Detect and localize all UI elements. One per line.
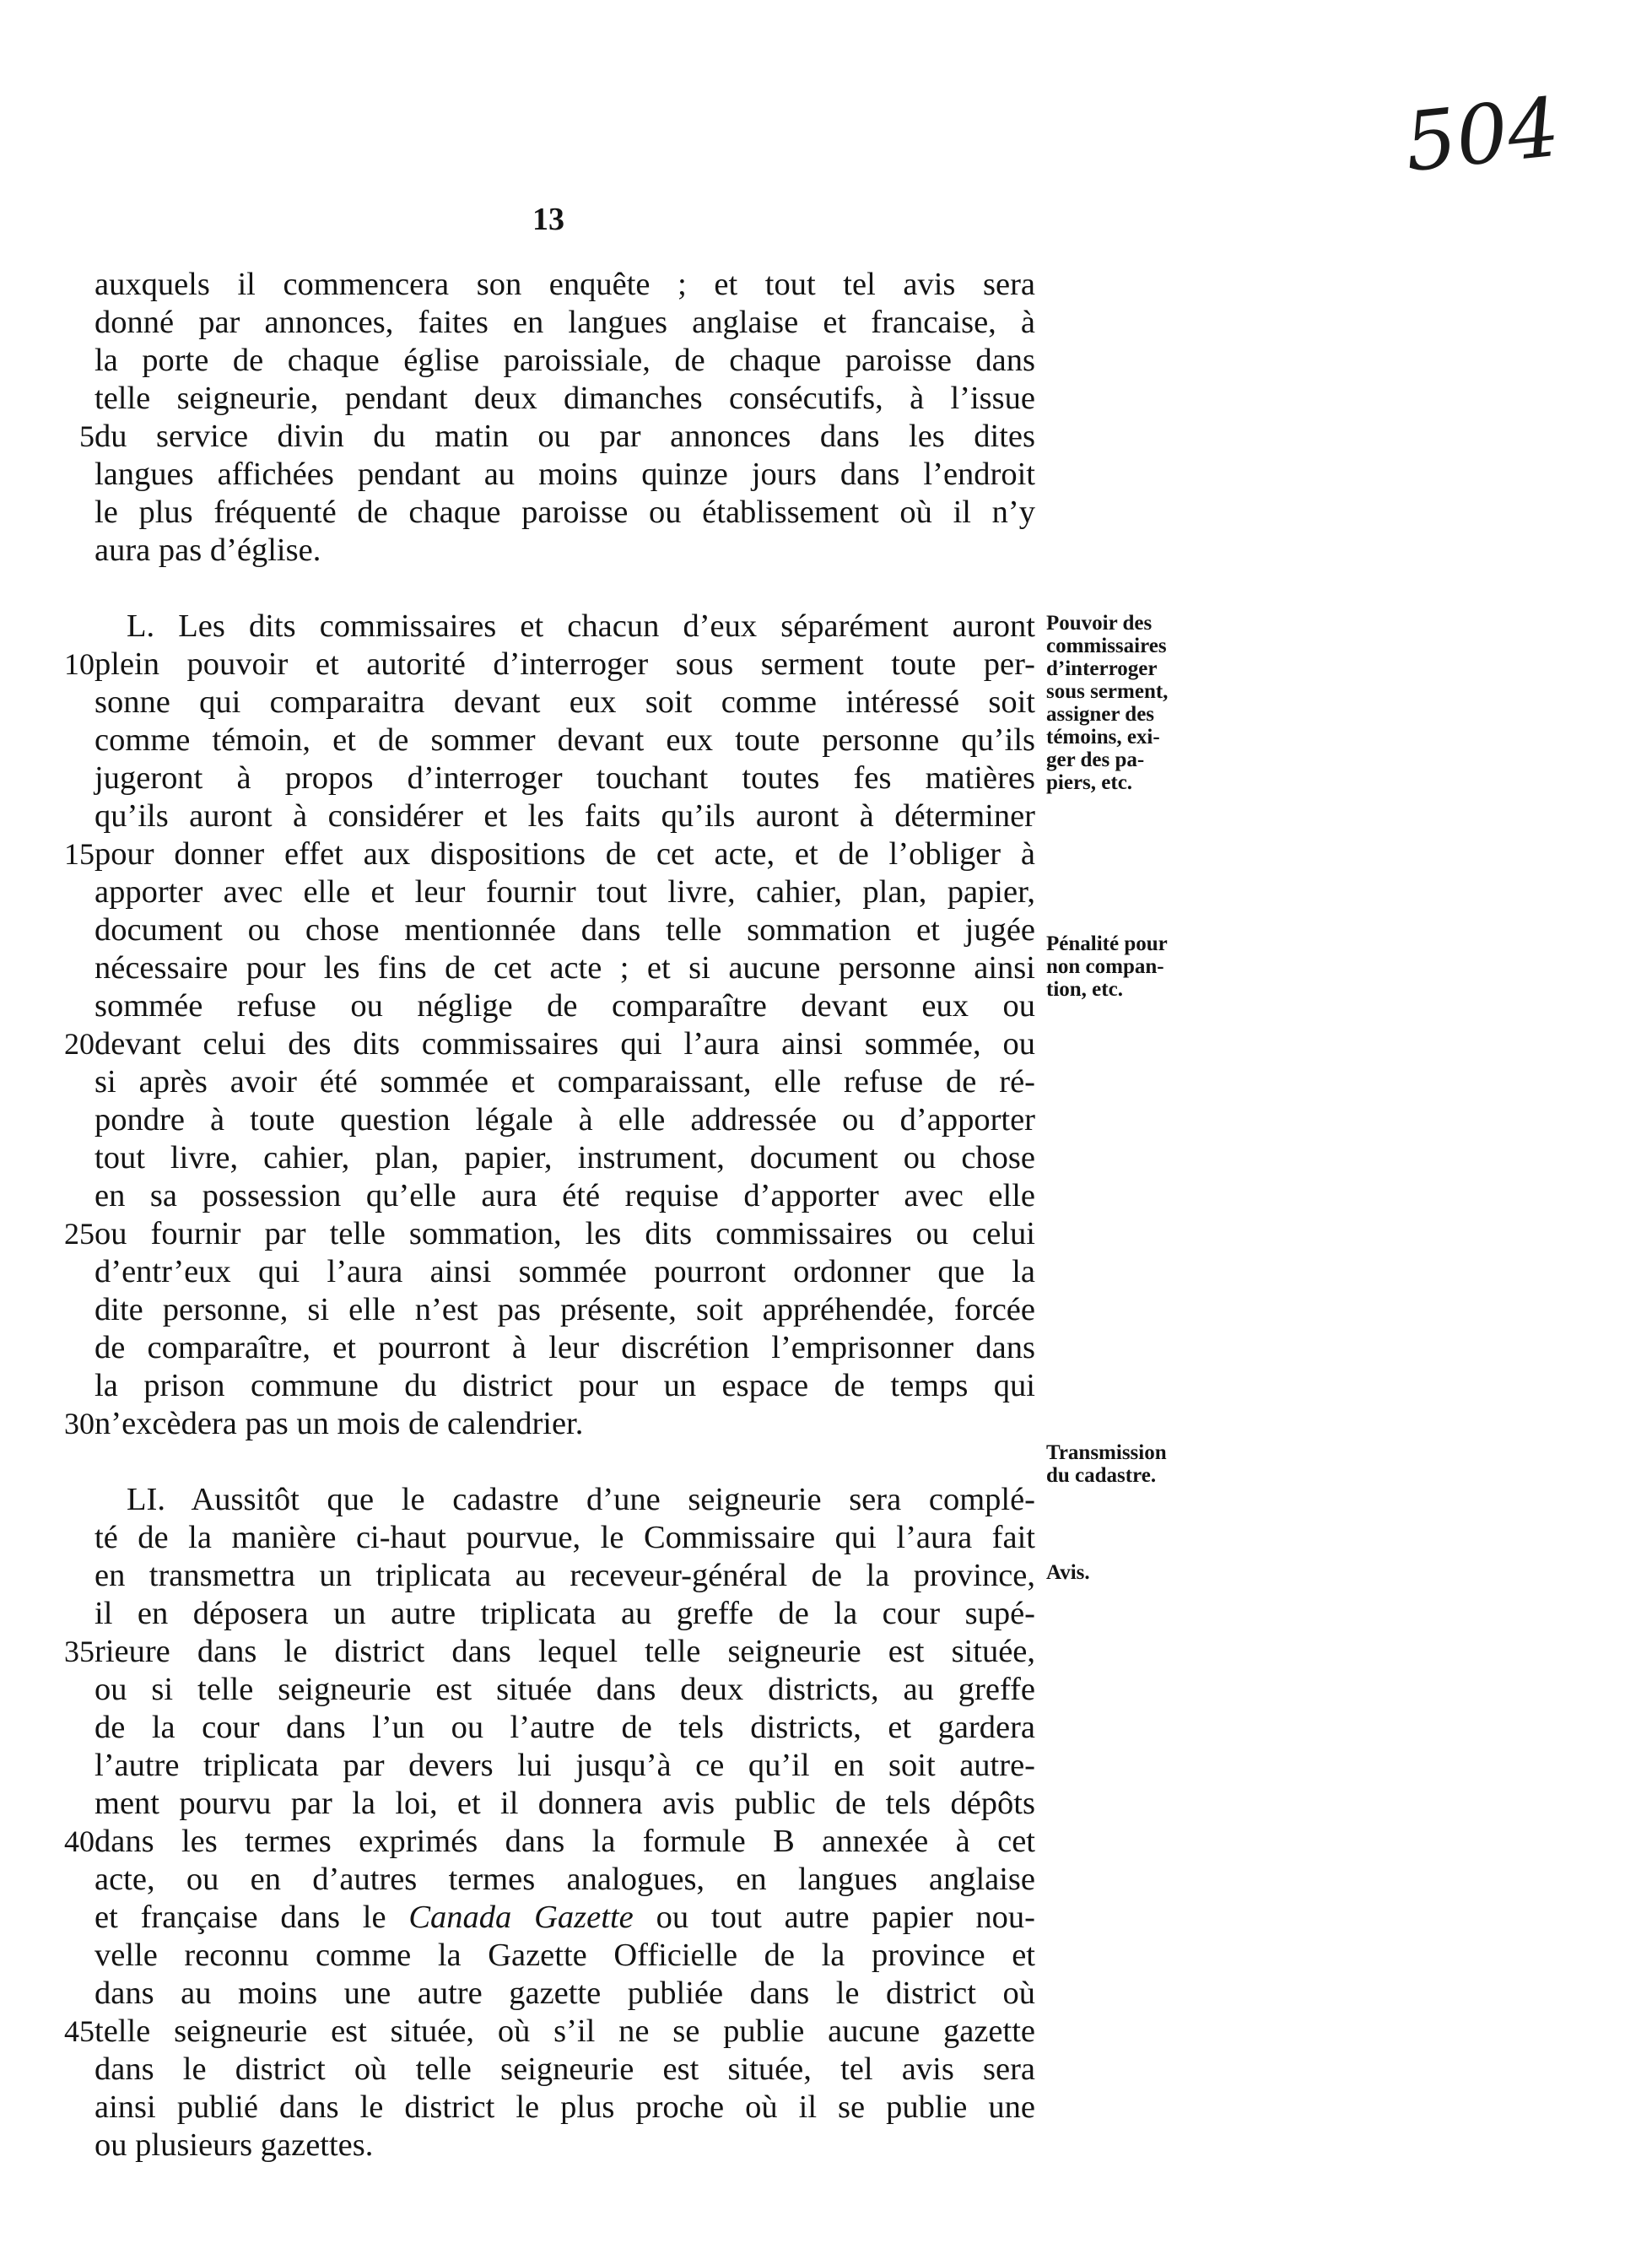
text-line: la prison commune du district pour un espace de temps qui — [94, 1368, 1035, 1403]
text-line: rieure dans le district dans lequel telle seigneurie est située, — [94, 1634, 1035, 1669]
text-line: ou si telle seigneurie est située dans deux districts, au greffe — [94, 1672, 1035, 1707]
text-line: nécessaire pour les fins de cet acte ; et si aucune personne ainsi — [94, 950, 1035, 986]
text-line: n’excèdera pas un mois de calendrier. — [94, 1406, 584, 1441]
text-line: et française dans le Canada Gazette ou tout autre papier nou- — [94, 1900, 1035, 1935]
text-line: acte, ou en d’autres termes analogues, en langues anglaise — [94, 1862, 1035, 1897]
text-line: de la cour dans l’un ou l’autre de tels districts, et gardera — [94, 1710, 1035, 1745]
text-line: il en déposera un autre triplicata au greffe de la cour supé- — [94, 1596, 1035, 1631]
folio-handwritten: 504 — [1400, 79, 1564, 191]
page-number: 13 — [532, 202, 564, 237]
margin-note: Transmission du cadastre. — [1046, 1441, 1167, 1487]
text-line: apporter avec elle et leur fournir tout livre, cahier, plan, papier, — [94, 874, 1035, 910]
text-line: sonne qui comparaitra devant eux soit comme intéressé soit — [94, 684, 1035, 720]
line-number: 20 — [64, 1027, 94, 1061]
text-line: ou fournir par telle sommation, les dits commissaires ou celui — [94, 1216, 1035, 1251]
text-line: donné par annonces, faites en langues anglaise et francaise, à — [94, 305, 1035, 340]
text-line: dite personne, si elle n’est pas présente, soit appréhendée, forcée — [94, 1292, 1035, 1327]
text-line: auxquels il commencera son enquête ; et tout tel avis sera — [94, 267, 1035, 302]
margin-note: Pénalité pour non compan- tion, etc. — [1046, 932, 1168, 1001]
text-line: dans les termes exprimés dans la formule B annexée à cet — [94, 1824, 1035, 1859]
margin-note: Avis. — [1046, 1561, 1090, 1584]
text-line: té de la manière ci-haut pourvue, le Commissaire qui l’aura fait — [94, 1520, 1035, 1555]
text-line: si après avoir été sommée et comparaissant, elle refuse de ré- — [94, 1064, 1035, 1100]
text-line: LI. Aussitôt que le cadastre d’une seigneurie sera complé- — [127, 1482, 1035, 1517]
text-line: telle seigneurie est située, où s’il ne se publie aucune gazette — [94, 2013, 1035, 2049]
text-line: aura pas d’église. — [94, 532, 321, 568]
text-line: telle seigneurie, pendant deux dimanches consécutifs, à l’issue — [94, 381, 1035, 416]
text-line: pondre à toute question légale à elle addressée ou d’apporter — [94, 1102, 1035, 1138]
text-line: de comparaître, et pourront à leur discrétion l’emprisonner dans — [94, 1330, 1035, 1365]
text-line: ment pourvu par la loi, et il donnera avis public de tels dépôts — [94, 1786, 1035, 1821]
text-line: plein pouvoir et autorité d’interroger sous serment toute per- — [94, 646, 1035, 682]
text-line: en sa possession qu’elle aura été requise d’apporter avec elle — [94, 1178, 1035, 1213]
text-line: la porte de chaque église paroissiale, de chaque paroisse dans — [94, 343, 1035, 378]
line-number: 10 — [64, 647, 94, 681]
text-line: sommée refuse ou néglige de comparaître devant eux ou — [94, 988, 1035, 1024]
text-line: ou plusieurs gazettes. — [94, 2127, 374, 2163]
line-number: 5 — [79, 419, 94, 453]
text-line: jugeront à propos d’interroger touchant toutes fes matières — [94, 760, 1035, 796]
text-line: tout livre, cahier, plan, papier, instrument, document ou chose — [94, 1140, 1035, 1176]
text-line: qu’ils auront à considérer et les faits qu’ils auront à déterminer — [94, 798, 1035, 834]
italic-title: Canada Gazette — [408, 1900, 634, 1935]
text-line: comme témoin, et de sommer devant eux toute personne qu’ils — [94, 722, 1035, 758]
text-line: ainsi publié dans le district le plus proche où il se publie une — [94, 2089, 1035, 2125]
text-line: pour donner effet aux dispositions de cet acte, et de l’obliger à — [94, 836, 1035, 872]
line-number: 40 — [64, 1824, 94, 1858]
text-line: en transmettra un triplicata au receveur-général de la province, — [94, 1558, 1035, 1593]
margin-note: Pouvoir des commissaires d’interroger sous serment, assigner des témoins, exi- ger des pa- piers, etc. — [1046, 612, 1169, 794]
text-line: devant celui des dits commissaires qui l’aura ainsi sommée, ou — [94, 1026, 1035, 1062]
text-line: velle reconnu comme la Gazette Officielle de la province et — [94, 1938, 1035, 1973]
line-number: 30 — [64, 1407, 94, 1440]
text-line: dans au moins une autre gazette publiée dans le district où — [94, 1975, 1035, 2011]
text-line: langues affichées pendant au moins quinze jours dans l’endroit — [94, 457, 1035, 492]
text-line: L. Les dits commissaires et chacun d’eux séparément auront — [127, 608, 1035, 644]
text-line: du service divin du matin ou par annonces dans les dites — [94, 419, 1035, 454]
text-line: le plus fréquenté de chaque paroisse ou établissement où il n’y — [94, 495, 1035, 530]
text-line: dans le district où telle seigneurie est située, tel avis sera — [94, 2051, 1035, 2087]
text-line: l’autre triplicata par devers lui jusqu’à ce qu’il en soit autre- — [94, 1748, 1035, 1783]
line-number: 25 — [64, 1217, 94, 1251]
line-number: 35 — [64, 1635, 94, 1668]
line-number: 15 — [64, 837, 94, 871]
text-line: document ou chose mentionnée dans telle sommation et jugée — [94, 912, 1035, 948]
line-number: 45 — [64, 2014, 94, 2048]
text-line: d’entr’eux qui l’aura ainsi sommée pourront ordonner que la — [94, 1254, 1035, 1289]
